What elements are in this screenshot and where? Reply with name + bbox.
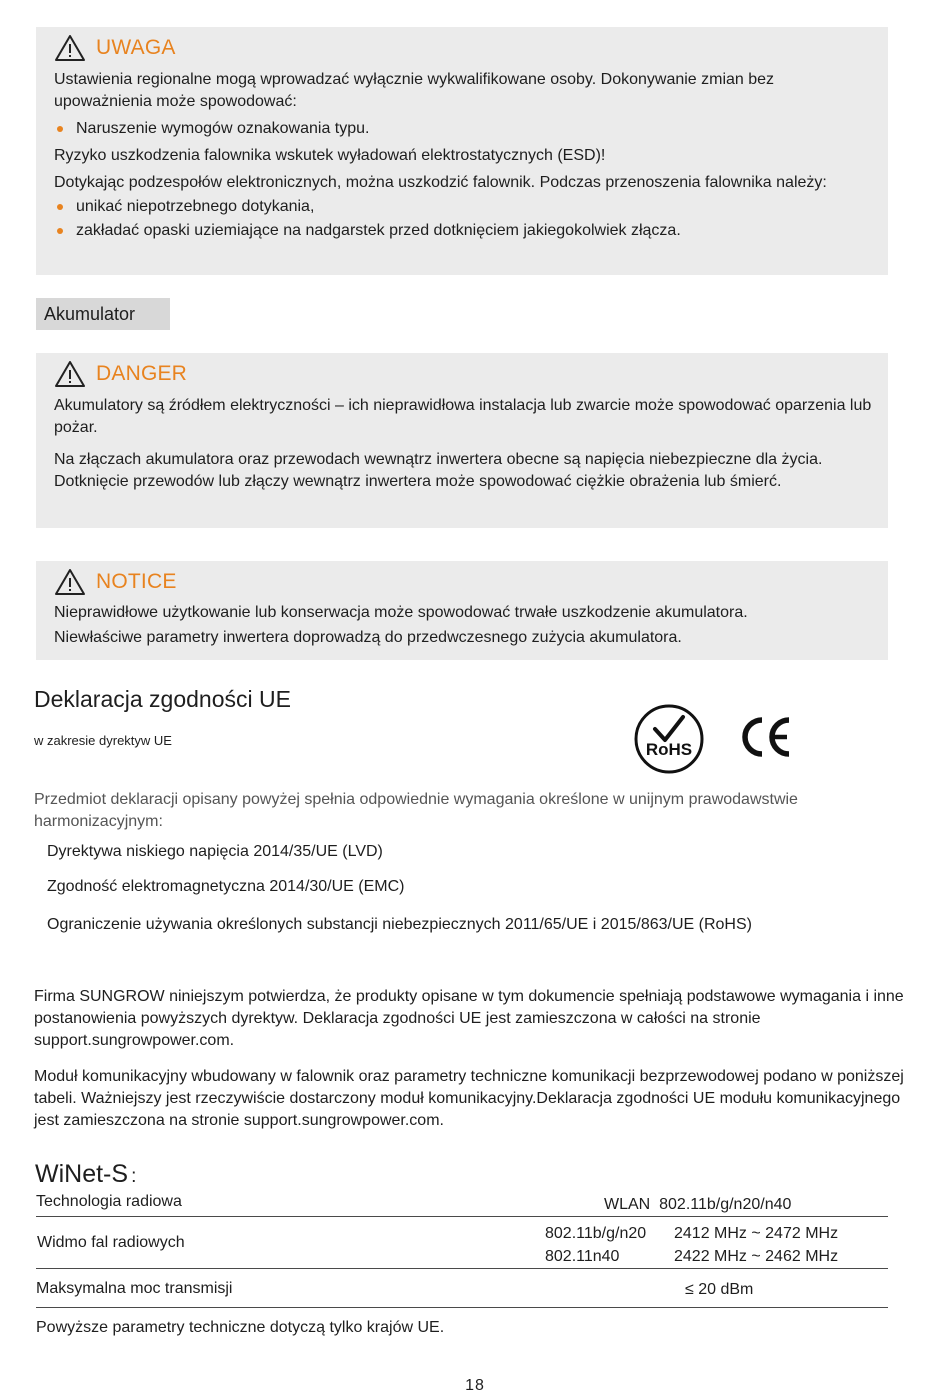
table-cell-frequency: 2412 MHz ~ 2472 MHz — [674, 1225, 839, 1242]
table-divider — [36, 1216, 888, 1217]
notice-paragraph: Niewłaściwe parametry inwertera doprowadzą do przedwczesnego zużycia akumulatora. — [54, 629, 682, 646]
warning-paragraph: Dotykając podzespołów elektronicznych, można uszkodzić falownik. Podczas przenoszenia falownika należy: — [54, 174, 827, 191]
danger-title: DANGER — [96, 362, 188, 385]
directive-item: Dyrektywa niskiego napięcia 2014/35/UE (LVD) — [47, 843, 383, 860]
table-cell-label: Widmo fal radiowych — [37, 1234, 185, 1251]
warning-icon — [54, 34, 86, 62]
section-label: Akumulator — [36, 298, 170, 330]
declaration-subtitle: w zakresie dyrektyw UE — [34, 733, 172, 748]
danger-header — [54, 360, 187, 388]
declaration-paragraph: Moduł komunikacyjny wbudowany w falownik oraz parametry techniczne komunikacji bezprzewodowej podano w poniższej tabeli. Ważniejszy jest rzeczywiście dostarczony moduł komunikacyjny.Deklaracja zgodności UE modułu komunikacyjnego jest zamieszczona na stronie support.sungrowpower.com. — [34, 1068, 904, 1129]
danger-paragraph: Na złączach akumulatora oraz przewodach wewnątrz inwertera obecne są napięcia niebezpieczne dla życia. Dotknięcie przewodów lub złączy wewnątrz inwertera może spowodować ciężkie obrażenia lub śmierć. — [54, 451, 823, 490]
page-number: 18 — [465, 1377, 485, 1394]
warning-bullet: Naruszenie wymogów oznakowania typu. — [54, 118, 874, 140]
notice-body — [54, 602, 874, 649]
danger-paragraph: Akumulatory są źródłem elektryczności – ich nieprawidłowa instalacja lub zwarcie może spowodować oparzenia lub pożar. — [54, 397, 872, 436]
declaration-paragraph: Firma SUNGROW niniejszym potwierdza, że produkty opisane w tym dokumencie spełniają podstawowe wymagania i inne postanowienia powyższych dyrektyw. Deklaracja zgodności UE jest zamieszczona w całości na stronie support.sungrowpower.com. — [34, 988, 904, 1049]
table-cell-standard: 802.11b/g/n20 — [545, 1225, 647, 1242]
warning-bullet: zakładać opaski uziemiające na nadgarstek przed dotknięciem jakiegokolwiek złącza. — [54, 220, 874, 242]
warning-body — [54, 69, 874, 242]
rohs-label: RoHS — [645, 740, 693, 759]
notice-title: NOTICE — [96, 570, 177, 593]
rohs-logo — [633, 703, 705, 775]
notice-paragraph: Nieprawidłowe użytkowanie lub konserwacja może spowodować trwałe uszkodzenie akumulatora. — [54, 604, 748, 621]
winet-title — [35, 1160, 136, 1189]
warning-icon — [54, 568, 86, 596]
ce-logo — [740, 716, 794, 758]
danger-body — [54, 395, 874, 493]
table-cell-frequency: 2422 MHz ~ 2462 MHz — [674, 1248, 839, 1265]
notice-box — [36, 561, 888, 660]
warning-paragraph: Ustawienia regionalne mogą wprowadzać wyłącznie wykwalifikowane osoby. Dokonywanie zmian bez upoważnienia może spowodować: — [54, 71, 775, 110]
warning-title: UWAGA — [96, 36, 176, 59]
warning-bullet: unikać niepotrzebnego dotykania, — [54, 196, 874, 218]
table-cell-value: ≤ 20 dBm — [685, 1281, 754, 1298]
warning-paragraph: Ryzyko uszkodzenia falownika wskutek wyładowań elektrostatycznych (ESD)! — [54, 147, 606, 164]
directive-item: Ograniczenie używania określonych substancji niebezpiecznych 2011/65/UE i 2015/863/UE (RoHS) — [47, 916, 752, 933]
table-cell-label: Technologia radiowa — [36, 1193, 182, 1210]
danger-box — [36, 353, 888, 528]
table-cell-value: WLAN 802.11b/g/n20/n40 — [604, 1196, 792, 1213]
table-footnote: Powyższe parametry techniczne dotyczą tylko krajów UE. — [36, 1319, 445, 1336]
table-divider — [36, 1268, 888, 1269]
directive-item: Zgodność elektromagnetyczna 2014/30/UE (EMC) — [47, 878, 405, 895]
warning-icon — [54, 360, 86, 388]
table-cell-label: Maksymalna moc transmisji — [36, 1280, 233, 1297]
declaration-intro: Przedmiot deklaracji opisany powyżej spełnia odpowiednie wymagania określone w unijnym prawodawstwie harmonizacyjnym: — [34, 791, 798, 830]
notice-header — [54, 568, 177, 596]
winet-title-text: WiNet-S — [35, 1160, 129, 1188]
table-cell-standard: 802.11n40 — [545, 1248, 620, 1265]
warning-box — [36, 27, 888, 275]
winet-title-colon: : — [131, 1166, 137, 1187]
declaration-title: Deklaracja zgodności UE — [34, 686, 291, 712]
table-divider — [36, 1307, 888, 1308]
warning-header — [54, 34, 176, 62]
